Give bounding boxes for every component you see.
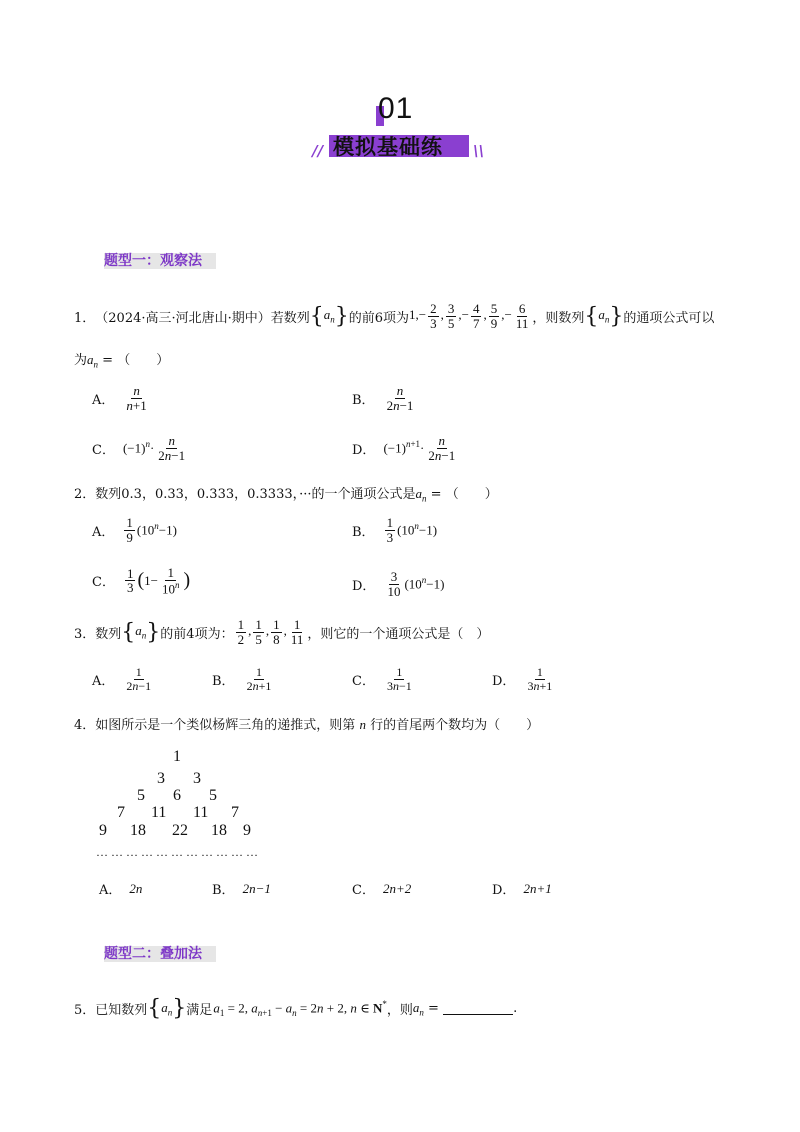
triangle-number: 11 (193, 804, 209, 821)
q3-option-d[interactable]: D． 1 3n+1 (492, 665, 553, 693)
question-text: 为 (74, 353, 88, 368)
triangle-number: 18 (130, 822, 146, 839)
option-label: B． (352, 524, 375, 540)
option-label: C． (352, 883, 375, 898)
option-label: B． (212, 673, 235, 689)
q2-option-c[interactable]: C． 1 3 ( 1− $\frac{1}{10^n}$ ) (92, 565, 191, 596)
option-label: C． (352, 673, 375, 689)
q2-option-a[interactable]: A． 1 9 $(10^n-1)$ (92, 515, 177, 545)
brace-right: } (334, 303, 349, 329)
question-text: 已知数列 (95, 1003, 148, 1018)
triangle-number: 6 (173, 787, 181, 804)
question-number: 4． (74, 718, 96, 733)
question-2: 2．数列0.3，0.33，0.333，0.3333，···的一个通项公式是$a_n$ = （ ） (74, 486, 498, 504)
option-label: D． (492, 883, 516, 898)
question-text: 数列 (95, 626, 122, 642)
question-4: 4．如图所示是一个类似杨辉三角的递推式，则第 n 行的首尾两个数均为（ ） (74, 717, 540, 733)
triangle-number: 3 (193, 770, 201, 787)
question-text: 的前6项为 (348, 310, 410, 326)
triangle-number: 1 (173, 748, 181, 765)
answer-paren: （ ） (445, 487, 498, 502)
question-text: 满足 (186, 1003, 213, 1018)
q1-option-b[interactable]: B． n 2n−1 (352, 383, 414, 413)
option-label: B． (352, 392, 375, 408)
q1-option-c[interactable]: C． $(-1)^n\cdot$ n 2n−1 (92, 433, 186, 463)
brace-left: { (147, 996, 162, 1021)
q3-option-b[interactable]: B． 1 2n+1 (212, 665, 272, 693)
option-label: D． (492, 673, 516, 689)
title-number: 01 (378, 92, 414, 125)
question-text: 的通项公式可以 (623, 310, 715, 326)
q2-option-d[interactable]: D． 3 10 $(10^n-1)$ (352, 569, 445, 599)
q3-option-a[interactable]: A． 1 2n−1 (92, 665, 152, 693)
q3-option-c[interactable]: C． 1 3n−1 (352, 665, 412, 693)
brace-left: { (584, 303, 599, 329)
q2-option-b[interactable]: B． 1 3 $(10^n-1)$ (352, 515, 438, 545)
option-label: D． (352, 578, 376, 594)
question-text: 行的首尾两个数均为 (370, 718, 488, 733)
triangle-number: 7 (231, 804, 239, 821)
page-title: 模拟基础练 (333, 135, 443, 159)
option-value: 2n+1 (523, 880, 552, 896)
question-text: 数列0.3，0.33，0.333，0.3333，···的一个通项公式是 (95, 487, 416, 502)
option-label: C． (92, 442, 115, 458)
question-text: ，则 (386, 1003, 413, 1018)
question-3: 3． 数列 { $a_n$ } 的前4项为： $\frac{1}{2}$ , $\frac{1}{5}$ , $\frac{1}{8}$ , $\frac{1}{11}$ ，则它的一个通项公式是 （ ） (74, 617, 490, 647)
triangle-number: 22 (172, 822, 188, 839)
q1-option-d[interactable]: D． $(-1)^{n+1}\cdot$ n 2n−1 (352, 433, 456, 463)
option-label: C． (92, 575, 115, 591)
option-label: A． (92, 392, 115, 408)
question-5: 5． 已知数列 { $a_n$ } 满足 $a_1 = 2$, $a_{n+1} - a_n = 2n + 2$, n ∈ N* ，则 $a_n$ = . (74, 996, 518, 1021)
answer-paren: （ ） (487, 718, 540, 733)
answer-blank[interactable] (443, 1002, 513, 1015)
answer-paren: （ ） (117, 353, 170, 368)
option-label: A． (92, 524, 115, 540)
brace-right: } (172, 996, 187, 1021)
right-deco-slashes: \\ (473, 142, 484, 160)
question-text: 如图所示是一个类似杨辉三角的递推式，则第 (95, 718, 356, 733)
triangle-number: 9 (99, 822, 107, 839)
question-number: 2． (74, 487, 96, 502)
triangle-number: 5 (209, 787, 217, 804)
triangle-number: 11 (151, 804, 167, 821)
option-label: B． (212, 883, 235, 898)
question-text: 的前4项为： (160, 626, 234, 642)
option-label: A． (92, 673, 115, 689)
option-label: D． (352, 442, 376, 458)
brace-right: } (609, 303, 624, 329)
question-number: 5． (74, 1003, 96, 1018)
option-value: 2n+2 (382, 880, 412, 896)
brace-left: { (121, 619, 136, 645)
triangle-number: 18 (211, 822, 227, 839)
option-label: A． (99, 883, 122, 898)
sequence-terms: $\frac{1}{2}$ , $\frac{1}{5}$ , $\frac{1}{8}$ , $\frac{1}{11}$ (237, 617, 304, 647)
section-heading-1: 题型一：观察法 (104, 253, 202, 269)
question-number: 3． (74, 626, 96, 642)
triangle-number: 9 (243, 822, 251, 839)
brace-right: } (146, 619, 161, 645)
q4-option-b[interactable] (212, 879, 271, 898)
question-text: ，则它的一个通项公式是 (307, 626, 451, 642)
option-value: 2n (129, 880, 143, 896)
answer-paren: （ ） (450, 626, 490, 642)
section-heading-2: 题型二：叠加法 (104, 946, 202, 962)
left-deco-slashes: // (312, 142, 323, 160)
triangle-number: 3 (157, 770, 165, 787)
question-1-line2: 为$a_n$ = （ ） (74, 352, 170, 370)
q4-option-a[interactable] (99, 879, 142, 898)
q4-option-d[interactable] (492, 879, 552, 898)
question-1: 1． （2024·高三·河北唐山·期中）若数列 { $a_n$ } 的前6项为 1,− $\frac{2}{3}$ , $\frac{3}{5}$ ,− $\frac{4}{7}$ , $\frac{5}{9}$ ,− $\frac{6}{11}$ ，则数列 { $a_n$ } 的通项公式可以 (74, 301, 715, 331)
option-value: 2n−1 (242, 880, 271, 896)
brace-left: { (309, 303, 324, 329)
triangle-number: 7 (117, 804, 125, 821)
question-source: （2024·高三·河北唐山·期中）若数列 (95, 310, 310, 326)
sequence-terms: 1,− $\frac{2}{3}$ , $\frac{3}{5}$ ,− $\frac{4}{7}$ , $\frac{5}{9}$ ,− $\frac{6}{11}$ (409, 301, 529, 331)
recurrence-formula: $a_1 = 2$, $a_{n+1} - a_n = 2n + 2$, n ∈ N* (213, 999, 387, 1018)
question-text: ，则数列 (532, 310, 585, 326)
q1-option-a[interactable]: A． n n+1 (92, 383, 147, 413)
question-number: 1． (74, 310, 96, 326)
triangle-number: 5 (137, 787, 145, 804)
q4-option-c[interactable] (352, 879, 411, 898)
question-end: . (513, 1001, 518, 1016)
triangle-dots: … … … … … … … … … … … (96, 845, 258, 859)
